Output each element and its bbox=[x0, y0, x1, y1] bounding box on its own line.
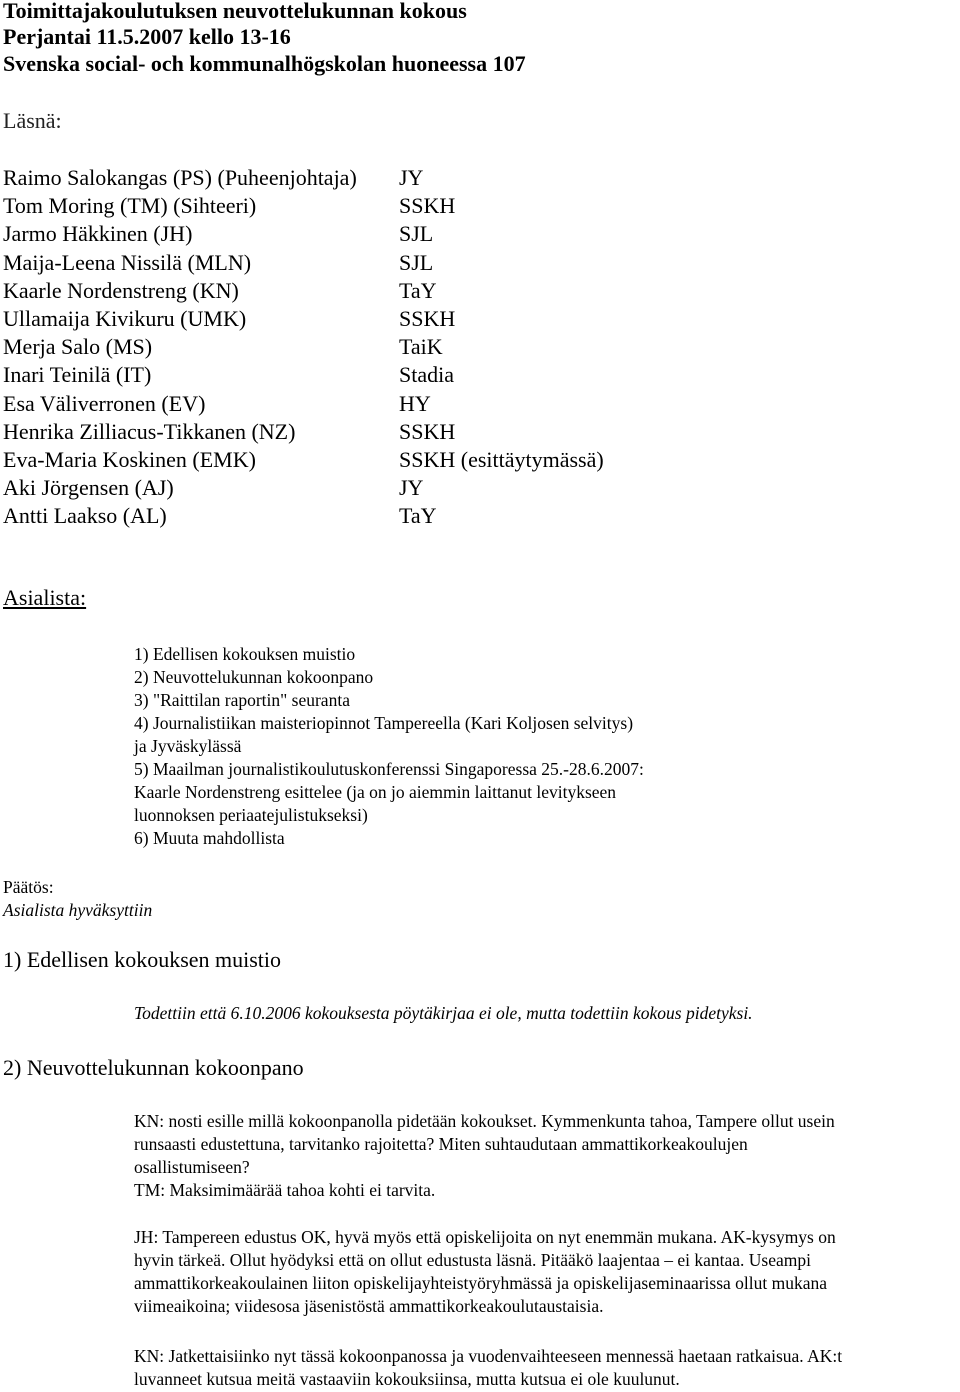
attendee-organization: SSKH bbox=[399, 193, 456, 219]
agenda-item: 6) Muuta mahdollista bbox=[134, 828, 285, 848]
attendee-name: Jarmo Häkkinen (JH) bbox=[3, 221, 193, 247]
meeting-title: Toimittajakoulutuksen neuvottelukunnan kokous bbox=[3, 0, 467, 23]
paragraph-line: KN: Jatkettaisiinko nyt tässä kokoonpanossa ja vuodenvaihteeseen mennessä haetaan ratkaisua. AK:t bbox=[134, 1346, 843, 1366]
attendee-organization: SSKH bbox=[399, 418, 456, 444]
attendee-name: Inari Teinilä (IT) bbox=[3, 362, 152, 388]
agenda-list bbox=[134, 643, 644, 850]
agenda-item: luonnoksen periaatejulistukseksi) bbox=[134, 805, 368, 825]
attendee-organization: Stadia bbox=[399, 362, 454, 388]
attendee-row bbox=[0, 192, 960, 220]
decision-label-text: Päätös: bbox=[3, 877, 54, 897]
attendee-name: Ullamaija Kivikuru (UMK) bbox=[3, 306, 247, 331]
agenda-item: Kaarle Nordenstreng esittelee (ja on jo aiemmin laittanut levitykseen bbox=[134, 782, 617, 802]
paragraph-line: osallistumiseen? bbox=[134, 1157, 250, 1177]
attendee-row bbox=[0, 474, 960, 502]
attendee-row bbox=[0, 305, 960, 333]
attendee-row bbox=[0, 502, 960, 530]
attendee-name: Tom Moring (TM) (Sihteeri) bbox=[3, 193, 257, 219]
attendee-name: Raimo Salokangas (PS) (Puheenjohtaja) bbox=[3, 165, 357, 190]
section1-heading: 1) Edellisen kokouksen muistio bbox=[3, 947, 282, 972]
meeting-location: Svenska social- och kommunalhögskolan huoneessa 107 bbox=[3, 51, 526, 76]
agenda-label: Asialista: bbox=[3, 585, 87, 610]
attendee-row bbox=[0, 390, 960, 418]
section2-paragraph-1 bbox=[134, 1110, 958, 1202]
paragraph-line: JH: Tampereen edustus OK, hyvä myös että opiskelijoita on nyt enemmän mukana. AK-kysymys on bbox=[134, 1227, 836, 1247]
decision-label bbox=[3, 876, 54, 899]
section1-text bbox=[134, 1002, 958, 1025]
attendee-row bbox=[0, 277, 960, 305]
attendee-name: Kaarle Nordenstreng (KN) bbox=[3, 277, 239, 303]
attendee-organization: TaiK bbox=[399, 334, 443, 360]
attendee-name: Eva-Maria Koskinen (EMK) bbox=[3, 447, 256, 472]
attendee-organization: JY bbox=[399, 165, 424, 190]
agenda-item: 2) Neuvottelukunnan kokoonpano bbox=[134, 667, 374, 687]
paragraph-line: TM: Maksimimäärää tahoa kohti ei tarvita. bbox=[134, 1180, 436, 1200]
paragraph-line: hyvin tärkeä. Ollut hyödyksi että on ollut edustusta läsnä. Pitääkö laajentaa – ei kantaa. Useampi bbox=[134, 1250, 811, 1270]
attendee-name: Antti Laakso (AL) bbox=[3, 503, 167, 529]
attendee-row bbox=[0, 446, 960, 474]
agenda-item: ja Jyväskylässä bbox=[134, 736, 242, 756]
attendee-name: Aki Jörgensen (AJ) bbox=[3, 475, 174, 501]
attendee-row bbox=[0, 361, 960, 389]
attendee-row bbox=[0, 333, 960, 361]
attendee-name: Maija-Leena Nissilä (MLN) bbox=[3, 249, 252, 275]
paragraph-line: ammattikorkeakoulainen liiton opiskelijayhteistyöryhmässä ja opiskelijaseminaarissa ollut mukana bbox=[134, 1273, 828, 1293]
section1-text-line: Todettiin että 6.10.2006 kokouksesta pöytäkirjaa ei ole, mutta todettiin kokous pidetyksi. bbox=[134, 1003, 753, 1023]
paragraph-line: KN: nosti esille millä kokoonpanolla pidetään kokoukset. Kymmenkunta tahoa, Tampere ollut usein bbox=[134, 1111, 835, 1131]
section2-paragraph-2 bbox=[134, 1226, 958, 1318]
meeting-date: Perjantai 11.5.2007 kello 13-16 bbox=[3, 24, 291, 49]
attendee-organization: TaY bbox=[399, 503, 437, 529]
attendee-row bbox=[0, 164, 960, 192]
decision-text: Asialista hyväksyttiin bbox=[3, 900, 153, 920]
agenda-item: 4) Journalistiikan maisteriopinnot Tampereella (Kari Koljosen selvitys) bbox=[134, 713, 634, 733]
attendee-name: Merja Salo (MS) bbox=[3, 334, 153, 360]
attendee-row bbox=[0, 249, 960, 277]
paragraph-line: luvanneet kutsua meitä vastaaviin kokouksiinsa, mutta kutsua ei ole kuulunut. bbox=[134, 1369, 680, 1389]
attendee-name: Henrika Zilliacus-Tikkanen (NZ) bbox=[3, 418, 296, 444]
paragraph-line: runsaasti edustettuna, tarvitanko rajoitetta? Miten suhtaudutaan ammattikorkeakoulujen bbox=[134, 1134, 748, 1154]
attendee-organization: TaY bbox=[399, 277, 437, 303]
agenda-item: 1) Edellisen kokouksen muistio bbox=[134, 644, 356, 664]
attendee-organization: HY bbox=[399, 390, 431, 416]
attendee-organization: JY bbox=[399, 475, 424, 501]
present-label: Läsnä: bbox=[3, 108, 62, 133]
agenda-item: 5) Maailman journalistikoulutuskonferenssi Singaporessa 25.-28.6.2007: bbox=[134, 759, 644, 779]
attendee-organization: SSKH (esittäytymässä) bbox=[399, 447, 604, 472]
attendee-row bbox=[0, 220, 960, 248]
attendee-name: Esa Väliverronen (EV) bbox=[3, 390, 206, 416]
attendee-organization: SSKH bbox=[399, 306, 456, 331]
paragraph-line: viimeaikoina; viidesosa jäsenistöstä ammattikorkeakoulutaustaisia. bbox=[134, 1296, 604, 1316]
attendee-organization: SJL bbox=[399, 221, 434, 247]
attendee-row bbox=[0, 418, 960, 446]
agenda-item: 3) "Raittilan raportin" seuranta bbox=[134, 690, 350, 710]
attendee-organization: SJL bbox=[399, 249, 434, 275]
section2-paragraph-3 bbox=[134, 1345, 958, 1391]
section2-heading: 2) Neuvottelukunnan kokoonpano bbox=[3, 1055, 304, 1080]
